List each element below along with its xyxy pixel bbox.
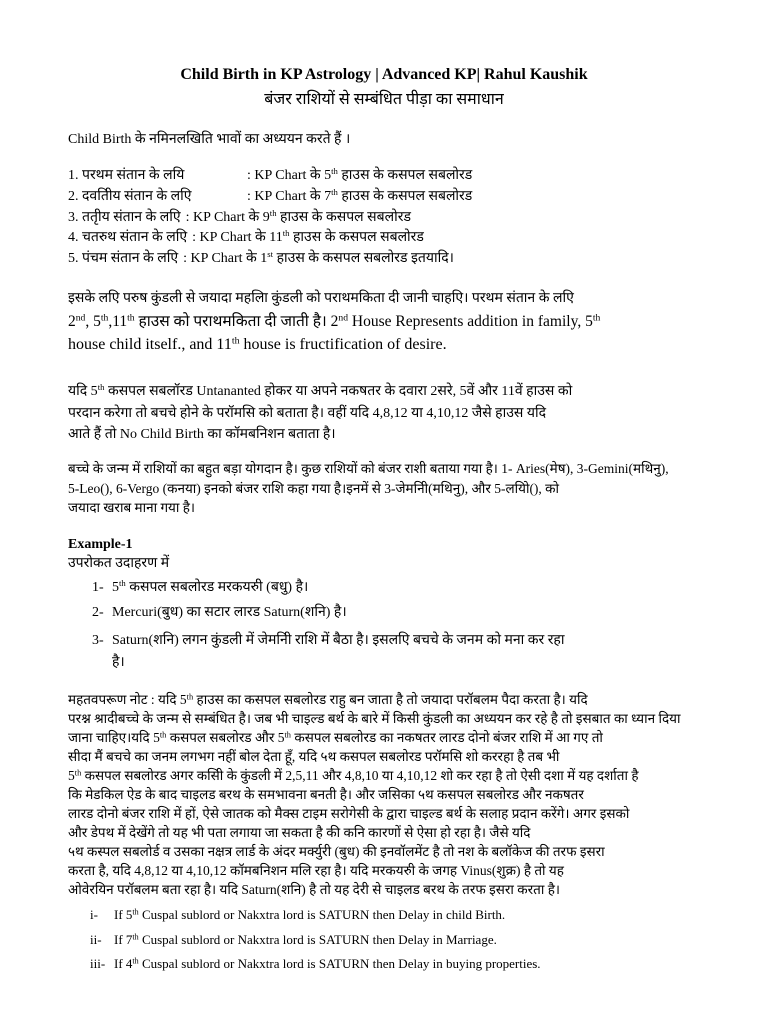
example-list-item: [92, 630, 706, 674]
house-list-label: 4. चतरुथ संतान के लएि: [68, 230, 188, 246]
note-line: ओवेरयिन परॉबलम बता रहा है। यदि Saturn(शनि) है तो यह देरी से चाइलड बरथ के तरफ इसरा करता है।: [68, 882, 561, 897]
paragraph-line: परदान करेगा तो बचचे होने के परॉमसि को बताता है। वहीं यदि 4,8,12 या 4,10,12 जैसे हाउस यदि: [68, 405, 547, 421]
rule-text: If 7th Cuspal sublord or Nakxtra lord is SATURN then Delay in Marriage.: [114, 931, 497, 947]
document-subtitle: बंजर राशियों से सम्बंधित पीड़ा का समाधान: [264, 91, 504, 108]
rule-marker: i-: [90, 907, 98, 922]
list-marker: 2-: [92, 605, 104, 620]
house-list-detail: : KP Chart के 11th हाउस के कसपल सबलोरड: [192, 228, 424, 246]
note-line: 5th कसपल सबलोरड अगर कसिी के कुंडली में 2,5,11 और 4,8,10 या 4,10,12 शो कर रहा है तो ऐसी दशा में यह दर्शाता है: [68, 768, 639, 783]
note-line: जाना चाहिए।यदि 5th कसपल सबलोरड और 5th कसपल सबलोरड का नकषतर लारड दोनो बंजर राशि में आ गए तो: [68, 730, 603, 745]
example-item-continuation: है।: [112, 655, 125, 670]
list-marker: 3-: [92, 633, 104, 648]
saturn-rules-list: [90, 903, 706, 977]
house-list-detail: : KP Chart के 7th हाउस के कसपल सबलोरड: [247, 186, 473, 204]
example-item-line: [92, 630, 706, 652]
example-item-line: [92, 602, 706, 624]
paragraph-line: बच्चे के जन्म में राशियों का बहुत बड़ा योगदान है। कुछ राशियों को बंजर राशी बताया गया है। 1- Aries(मेष), 3-Gemini(मथिनु),: [68, 461, 669, 476]
example-list-item: [92, 577, 706, 599]
house-list-detail: : KP Chart के 5th हाउस के कसपल सबलोरड: [247, 166, 473, 183]
house-list-detail: : KP Chart के 9th हाउस के कसपल सबलोरड: [185, 207, 411, 225]
note-line: कि मेडकिल ऐड के बाद चाइलड बरथ के समभावना बनती है। और जसिका ५थ कसपल सबलोरड और नकषतर: [68, 787, 584, 802]
house-list-item: [68, 249, 706, 270]
house-list-label: 3. ततृीय संतान के लएि: [68, 209, 181, 225]
paragraph-line: house child itself., and 11th house is fructification of desire.: [68, 335, 447, 353]
house-list: [68, 166, 706, 270]
note-line: सीदा मैं बचचे का जनम लगभग नहीं बोल देता हूँ, यदि ५थ कसपल सबलोरड परॉमसि शो कररहा है तब भी: [68, 749, 560, 764]
paragraph-line: इसके लएि परुष कुंडली से जयादा महलिा कुंडली को पराथमकिता दी जानी चाहएि। परथम संतान के लएि: [68, 291, 574, 306]
house-list-label: 5. पंचम संतान के लएि: [68, 251, 179, 266]
house-list-item: [68, 166, 706, 187]
rule-marker: ii-: [90, 931, 102, 947]
note-line: करता है, यदि 4,8,12 या 4,10,12 कॉमबनिशन मलि रहा है। यदि मरकयरुी के जगह Vinus(शुक्र) है तो यह: [68, 863, 564, 878]
paragraph-line: 5-Leo(), 6-Vergo (कनया) इनको बंजर राशि कहा गया है।इनमें से 3-जेमनिी(मथिनु), और 5-लयिो(), को: [68, 480, 560, 496]
example-item-text: 5th कसपल सबलोरड मरकयरुी (बधु) है।: [112, 578, 309, 595]
barren-signs-paragraph: [68, 459, 706, 518]
example-item-line: [92, 577, 706, 599]
paragraph-line: 2nd, 5th,11th हाउस को पराथमकिता दी जाती है। 2nd House Represents addition in family, 5th: [68, 312, 601, 330]
rule-item: [90, 952, 706, 977]
important-note: [68, 690, 706, 899]
rule-item: [90, 928, 706, 953]
note-line: महतवपरूण नोट : यदि 5th हाउस का कसपल सबलोरड राहु बन जाता है तो जयादा परॉबलम पैदा करता है। यदि: [68, 692, 588, 707]
note-line: परश्न श्रादीबच्चे के जन्म से सम्बंधित है। जब भी चाइल्ड बर्थ के बारे में किसी कुंडली का अध्ययन कर रहे है तो इसबात का ध्यान दिया: [68, 711, 681, 726]
rule-text: If 5th Cuspal sublord or Nakxtra lord is SATURN then Delay in child Birth.: [114, 907, 506, 922]
example-intro-line: उपरोकत उदाहरण में: [68, 556, 170, 571]
example-item-text: Saturn(शनि) लगन कुंडली में जेमनिी राशि में बैठा है। इसलएि बचचे के जनम को मना कर रहा: [112, 633, 565, 648]
example-heading: Example-1: [68, 537, 133, 552]
priority-paragraph: [68, 287, 706, 356]
example-intro: [68, 554, 706, 574]
paragraph-line: यदि 5th कसपल सबलॉरड Untananted होकर या अपने नकषतर के दवारा 2सरे, 5वें और 11वें हाउस को: [68, 382, 573, 399]
list-marker: 1-: [92, 580, 104, 595]
document-title: Child Birth in KP Astrology | Advanced KP| Rahul Kaushik: [180, 66, 588, 83]
note-line: लारड दोनो बंजर राशि में हों, ऐसे जातक को मैक्स टाइम सरोगेसी के द्वारा चाइल्ड बर्थ के सलाह प्रदान करेंगे। अगर इसको: [68, 806, 630, 821]
house-list-label: 1. परथम संतान के लयि: [68, 168, 185, 183]
combination-paragraph: [68, 381, 706, 446]
paragraph-line: जयादा खराब माना गया है।: [68, 500, 196, 515]
house-list-detail: : KP Chart के 1st हाउस के कसपल सबलोरड इतयादि।: [183, 249, 454, 266]
house-list-item: [68, 187, 706, 208]
example-item-text: Mercuri(बुध) का सटार लारड Saturn(शनि) है।: [112, 605, 347, 620]
intro-section: [68, 130, 706, 150]
rule-marker: iii-: [90, 956, 106, 971]
example-list-item: [92, 602, 706, 624]
rule-item: [90, 903, 706, 928]
note-line: और डेपथ में देखेंगे तो यह भी पता लगाया जा सकता है की कनि कारणों से ऐसा हो रहा है। जैसे यदि: [68, 825, 531, 840]
paragraph-line: आते हैं तो No Child Birth का कॉमबनिशन बताता है।: [68, 427, 336, 442]
example-section-heading: [68, 535, 706, 555]
house-list-item: [68, 228, 706, 249]
house-list-item: [68, 208, 706, 229]
house-list-label: 2. दवतिीय संतान के लएि: [68, 188, 192, 204]
rule-text: If 4th Cuspal sublord or Nakxtra lord is SATURN then Delay in buying properties.: [114, 956, 541, 971]
intro-line: Child Birth के नमिनलखिति भावों का अध्ययन करते हैं ।: [68, 132, 351, 147]
note-line: ५थ कस्पल सबलोर्ड व उसका नक्षत्र लार्ड के अंदर मर्क्युरी (बुध) की इनवॉलमेंट है तो नश के बलॉकेज की तरफ इसरा: [68, 844, 605, 859]
